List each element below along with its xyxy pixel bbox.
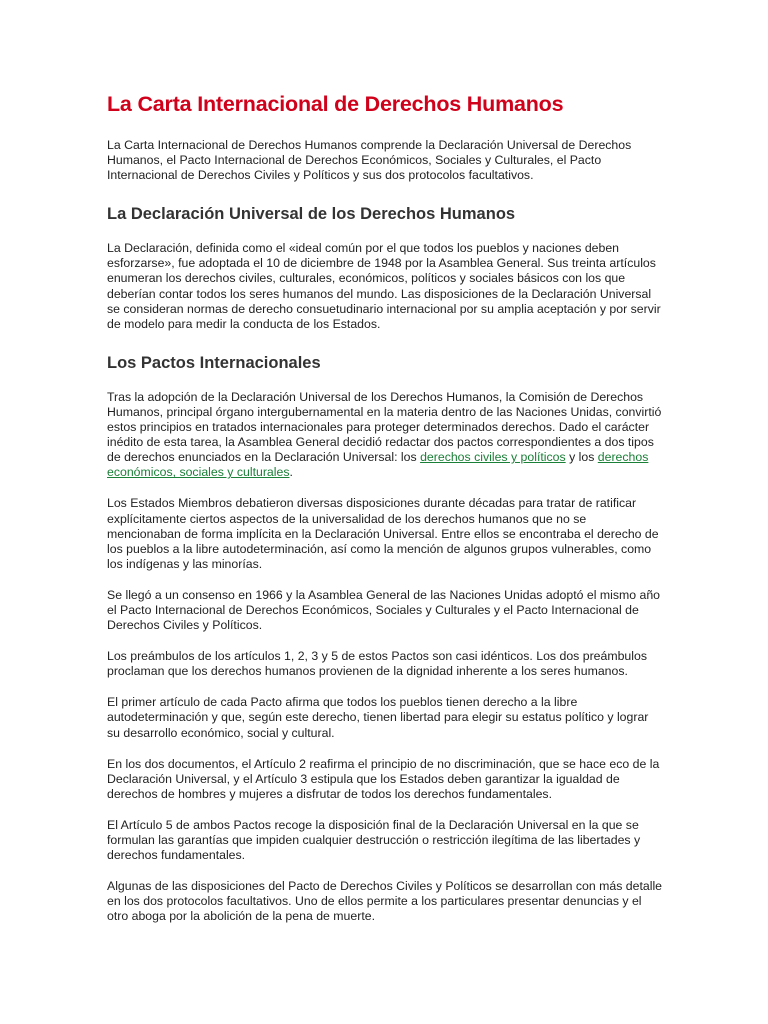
- pactos-paragraph-6: En los dos documentos, el Artículo 2 reafirma el principio de no discriminación, que se hace eco de la Declaración Universal, y el Artículo 3 estipula que los Estados deben garantizar la igualdad de derechos de hombres y mujeres a disfrutar de todos los derechos fundamentales.: [107, 756, 660, 801]
- declaracion-paragraph: La Declaración, definida como el «ideal común por el que todos los pueblos y naciones deben esforzarse», fue adoptada el 10 de diciembre de 1948 por la Asamblea General. Sus treinta artículos enumeran los derechos civiles, culturales, económicos, políticos y sociales básicos con los que deberían contar todos los seres humanos del mundo. Las disposiciones de la Declaración Universal se consideran normas de derecho consuetudinario internacional por su amplia aceptación y por servir de modelo para medir la conducta de los Estados.: [107, 241, 661, 331]
- pactos-paragraph-2: Los Estados Miembros debatieron diversas disposiciones durante décadas para tratar de ratificar explícitamente ciertos aspectos de la universalidad de los derechos humanos que no se mencionaban de forma implícita en la Declaración Universal. Entre ellos se encontraba el derecho de los pueblos a la libre autodeterminación, así como la mención de algunos grupos vulnerables, como los indígenas y las minorías.: [107, 496, 659, 571]
- pactos-paragraph-8: Algunas de las disposiciones del Pacto de Derechos Civiles y Políticos se desarrollan con más detalle en los dos protocolos facultativos. Uno de ellos permite a los particulares presentar denuncias y el otro aboga por la abolición de la pena de muerte.: [107, 879, 663, 924]
- pactos-paragraph-7: El Artículo 5 de ambos Pactos recoge la disposición final de la Declaración Universal en la que se formulan las garantías que impiden cualquier destrucción o restricción ilegítima de las libertades y derechos fundamentales.: [107, 817, 641, 863]
- link-derechos-economicos-sociales-culturales[interactable]: derechos económicos, sociales y culturales: [107, 450, 649, 480]
- section-heading-pactos: Los Pactos Internacionales: [107, 353, 321, 372]
- intro-paragraph: La Carta Internacional de Derechos Humanos comprende la Declaración Universal de Derechos Humanos, el Pacto Internacional de Derechos Económicos, Sociales y Culturales, el Pacto Internacional de Derechos Civiles y Políticos y sus dos protocolos facultativos.: [107, 138, 632, 183]
- pactos-paragraph-1-text: Tras la adopción de la Declaración Universal de los Derechos Humanos, la Comisión de Derechos Humanos, principal órgano intergubernamental en la materia dentro de las Naciones Unidas, convirtió estos principios en tratados internacionales para proteger determinados derechos. Dado el carácter inédito de esta tarea, la Asamblea General decidió redactar dos pactos correspondientes a dos tipos de derechos enunciados en la Declaración Universal: los: [107, 389, 662, 465]
- pactos-paragraph-3: Se llegó a un consenso en 1966 y la Asamblea General de las Naciones Unidas adoptó el mismo año el Pacto Internacional de Derechos Económicos, Sociales y Culturales y el Pacto Internacional de Derechos Civiles y Políticos.: [107, 587, 661, 633]
- pactos-paragraph-1: [107, 390, 663, 481]
- pactos-paragraph-4: Los preámbulos de los artículos 1, 2, 3 y 5 de estos Pactos son casi idénticos. Los dos preámbulos proclaman que los derechos humanos provienen de la dignidad inherente a los seres humanos.: [107, 649, 647, 679]
- section-heading-declaracion: La Declaración Universal de los Derechos Humanos: [107, 205, 516, 224]
- page-title: La Carta Internacional de Derechos Humanos: [107, 92, 564, 116]
- pactos-paragraph-1-end: .: [289, 465, 293, 480]
- document-page: [107, 90, 663, 940]
- link-derechos-civiles-politicos[interactable]: derechos civiles y políticos: [420, 450, 566, 465]
- pactos-paragraph-5: El primer artículo de cada Pacto afirma que todos los pueblos tienen derecho a la libre autodeterminación y que, según este derecho, tienen libertad para elegir su estatus político y lograr su desarrollo económico, social y cultural.: [107, 695, 649, 740]
- pactos-paragraph-1-mid: y los: [565, 450, 598, 465]
